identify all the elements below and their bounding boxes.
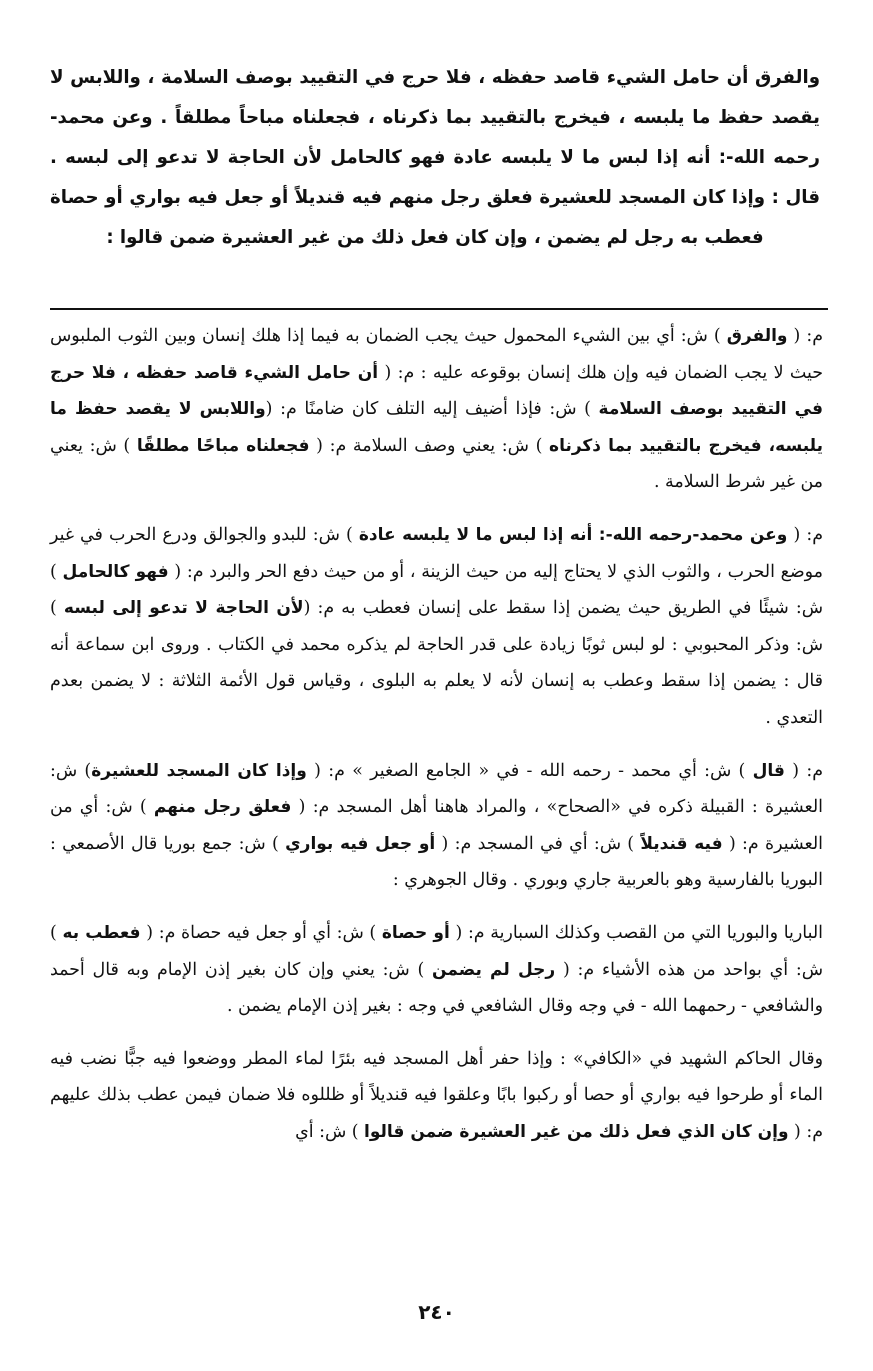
commentary-paragraph-2: م: ( وعن محمد-رحمه الله-: أنه إذا لبس ما لا يلبسه عادة ) ش: للبدو والجوالق ودرع الحرب في غير موضع الحرب ، والثوب الذي لا يحتاج إليه من حيث الزينة ، أو من حيث دفع الحر والبرد م: ( فهو كالحامل ) ش: شيئًا في الطريق حيث يضمن إذا سقط على إنسان فعطب به م: (لأن الحاجة لا تدعو إلى لبسه ) ش: وذكر المحبوبي : لو لبس ثوبًا زيادة على قدر الحاجة لم يذكره محمد في الكتاب . وروى ابن سماعة أنه قال : يضمن إذا سقط وعطب به إنسان لأنه لا يعلم به البلوى ، وقياس قول الأئمة الثلاثة : لا يضمن بعدم التعدي . xyxy=(50,524,823,728)
page-number: ٢٤٠ xyxy=(418,1300,455,1324)
commentary-paragraph-5: وقال الحاكم الشهيد في «الكافي» : وإذا حفر أهل المسجد فيه بئرًا لماء المطر ووضعوا فيه جبًّا نضب فيه الماء أو طرحوا فيه بواري أو حصا أو ركبوا بابًا وعلقوا فيه قنديلاً أو ظللوه فلا ضمان فيمن عطب بذلك عليهم م: ( وإن كان الذي فعل ذلك من غير العشيرة ضمن قالوا ) ش: أي xyxy=(50,1048,823,1142)
commentary-paragraph-1: م: ( والفرق ) ش: أي بين الشيء المحمول حيث يجب الضمان به فيما إذا هلك إنسان وبين الثوب الملبوس حيث لا يجب الضمان فيه وإن هلك إنسان بوقوعه عليه : م: ( أن حامل الشيء قاصد حفظه ، فلا حرج في التقييد بوصف السلامة ) ش: فإذا أضيف إليه التلف كان ضامنًا م: (واللابس لا يقصد حفظ ما يلبسه، فيخرج بالتقييد بما ذكرناه ) ش: يعني وصف السلامة م: ( فجعلناه مباحًا مطلقًا ) ش: يعني من غير شرط السلامة . xyxy=(50,326,824,493)
commentary-block xyxy=(50,318,823,1166)
separator-rule xyxy=(50,308,828,310)
commentary-paragraph-4: الباريا والبوريا التي من القصب وكذلك السبارية م: ( أو حصاة ) ش: أي أو جعل فيه حصاة م: ( فعطب به ) ش: أي بواحد من هذه الأشياء م: ( رجل لم يضمن ) ش: يعني وإن كان بغير إذن الإمام وبه قال أحمد والشافعي - رحمهما الله - في وجه وقال الشافعي في وجه : بغير إذن الإمام يضمن . xyxy=(50,922,823,1017)
main-text-paragraph: والفرق أن حامل الشيء قاصد حفظه ، فلا حرج في التقييد بوصف السلامة ، واللابس لا يقصد حفظ ما يلبسه ، فيخرج بالتقييد بما ذكرناه ، فجعلناه مباحاً مطلقاً . وعن محمد-رحمه الله-: أنه إذا لبس ما لا يلبسه عادة فهو كالحامل لأن الحاجة لا تدعو إلى لبسه . قال : وإذا كان المسجد للعشيرة فعلق رجل منهم فيه قنديلاً أو جعل فيه بواري أو حصاة فعطب به رجل لم يضمن ، وإن كان فعل ذلك من غير العشيرة ضمن قالوا : xyxy=(50,67,820,248)
commentary-paragraph-3: م: ( قال ) ش: أي محمد - رحمه الله - في « الجامع الصغير » م: ( وإذا كان المسجد للعشيرة) ش: العشيرة : القبيلة ذكره في «الصحاح» ، والمراد هاهنا أهل المسجد م: ( فعلق رجل منهم ) ش: أي من العشيرة م: ( فيه قنديلاً ) ش: أي في المسجد م: ( أو جعل فيه بواري ) ش: جمع بوريا قال الأصمعي : البوريا بالفارسية وهو بالعربية جاري وبوري . وقال الجوهري : xyxy=(50,760,824,891)
